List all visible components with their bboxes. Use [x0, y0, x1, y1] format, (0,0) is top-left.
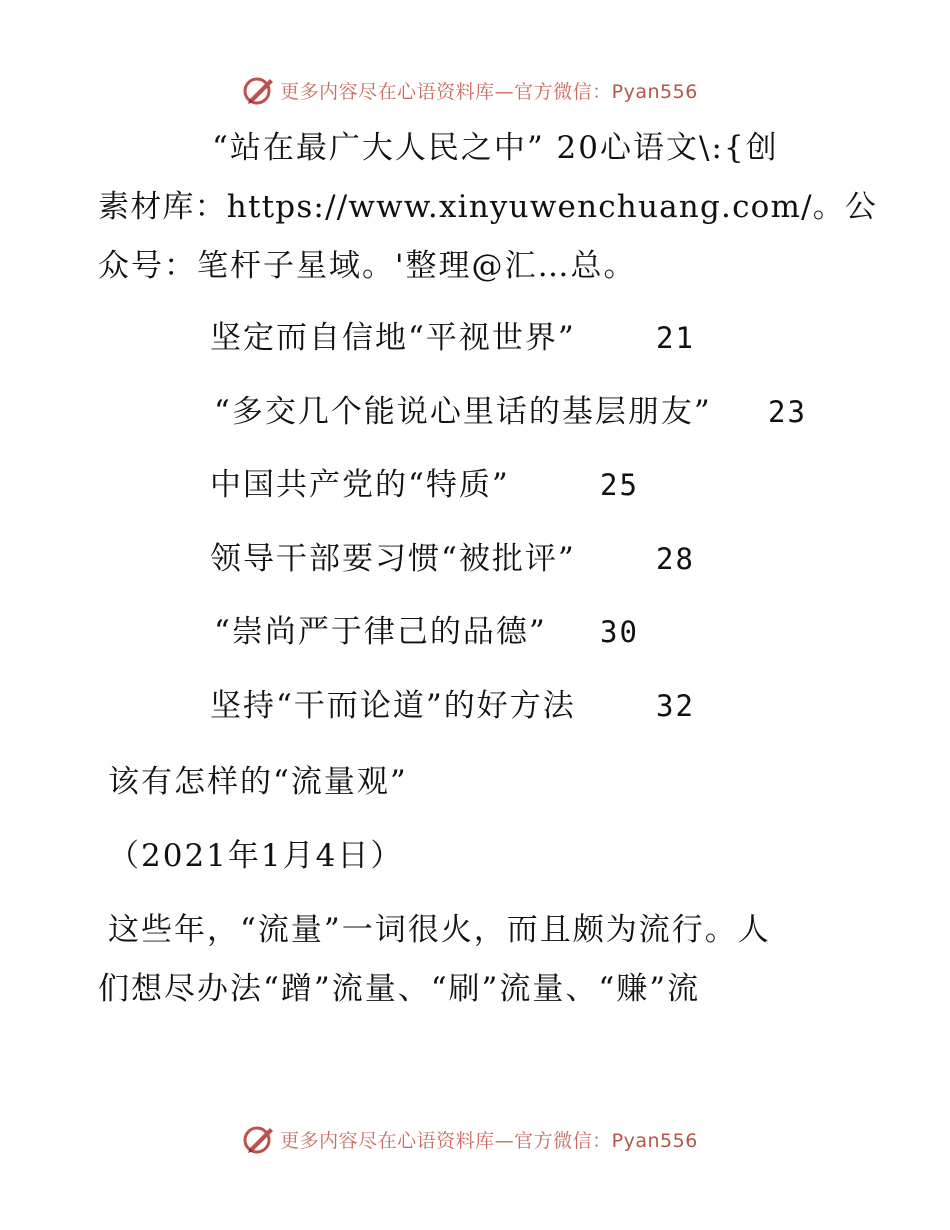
- article-title: 该有怎样的“流量观”: [108, 764, 408, 800]
- article-paragraph-line-2: 们想尽办法“蹭”流量、“刷”流量、“赚”流: [98, 971, 701, 1007]
- toc-item-2-page: 23: [768, 395, 807, 429]
- pen-logo-icon: [242, 73, 276, 107]
- toc-item-6-title: 坚持“干而论道”的好方法: [210, 688, 576, 724]
- toc-item-1-title: 坚定而自信地“平视世界”: [210, 320, 576, 356]
- toc-item-4-title: 领导干部要习惯“被批评”: [210, 541, 576, 577]
- banner-text: 更多内容尽在心语资料库—官方微信：Pyan556: [280, 1129, 698, 1152]
- header-banner: [0, 70, 950, 110]
- banner-wechat-id: Pyan556: [611, 1129, 698, 1152]
- intro-line-2: 素材库：https://www.xinyuwenchuang.com/。公: [98, 189, 878, 225]
- article-date: （2021年1月4日）: [108, 838, 404, 874]
- toc-item-5-page: 30: [600, 615, 639, 649]
- intro-line-3: 众号：笔杆子星域。'整理@汇…总。: [98, 248, 637, 284]
- pen-logo-icon: [242, 1122, 276, 1156]
- toc-item-5-title: “崇尚严于律己的品德”: [214, 614, 547, 650]
- toc-item-4-page: 28: [656, 542, 695, 576]
- toc-item-1-page: 21: [656, 321, 695, 355]
- intro-line-1: “站在最广大人民之中” 20心语文\:{创: [212, 130, 779, 166]
- toc-item-3-page: 25: [600, 468, 639, 502]
- toc-item-2-title: “多交几个能说心里话的基层朋友”: [214, 394, 712, 430]
- article-paragraph-line-1: 这些年，“流量”一词很火，而且颇为流行。人: [108, 912, 771, 948]
- banner-wechat-id: Pyan556: [611, 80, 698, 103]
- banner-text: 更多内容尽在心语资料库—官方微信：Pyan556: [280, 80, 698, 103]
- toc-item-6-page: 32: [656, 689, 695, 723]
- toc-item-3-title: 中国共产党的“特质”: [210, 467, 510, 503]
- footer-banner: [0, 1119, 950, 1159]
